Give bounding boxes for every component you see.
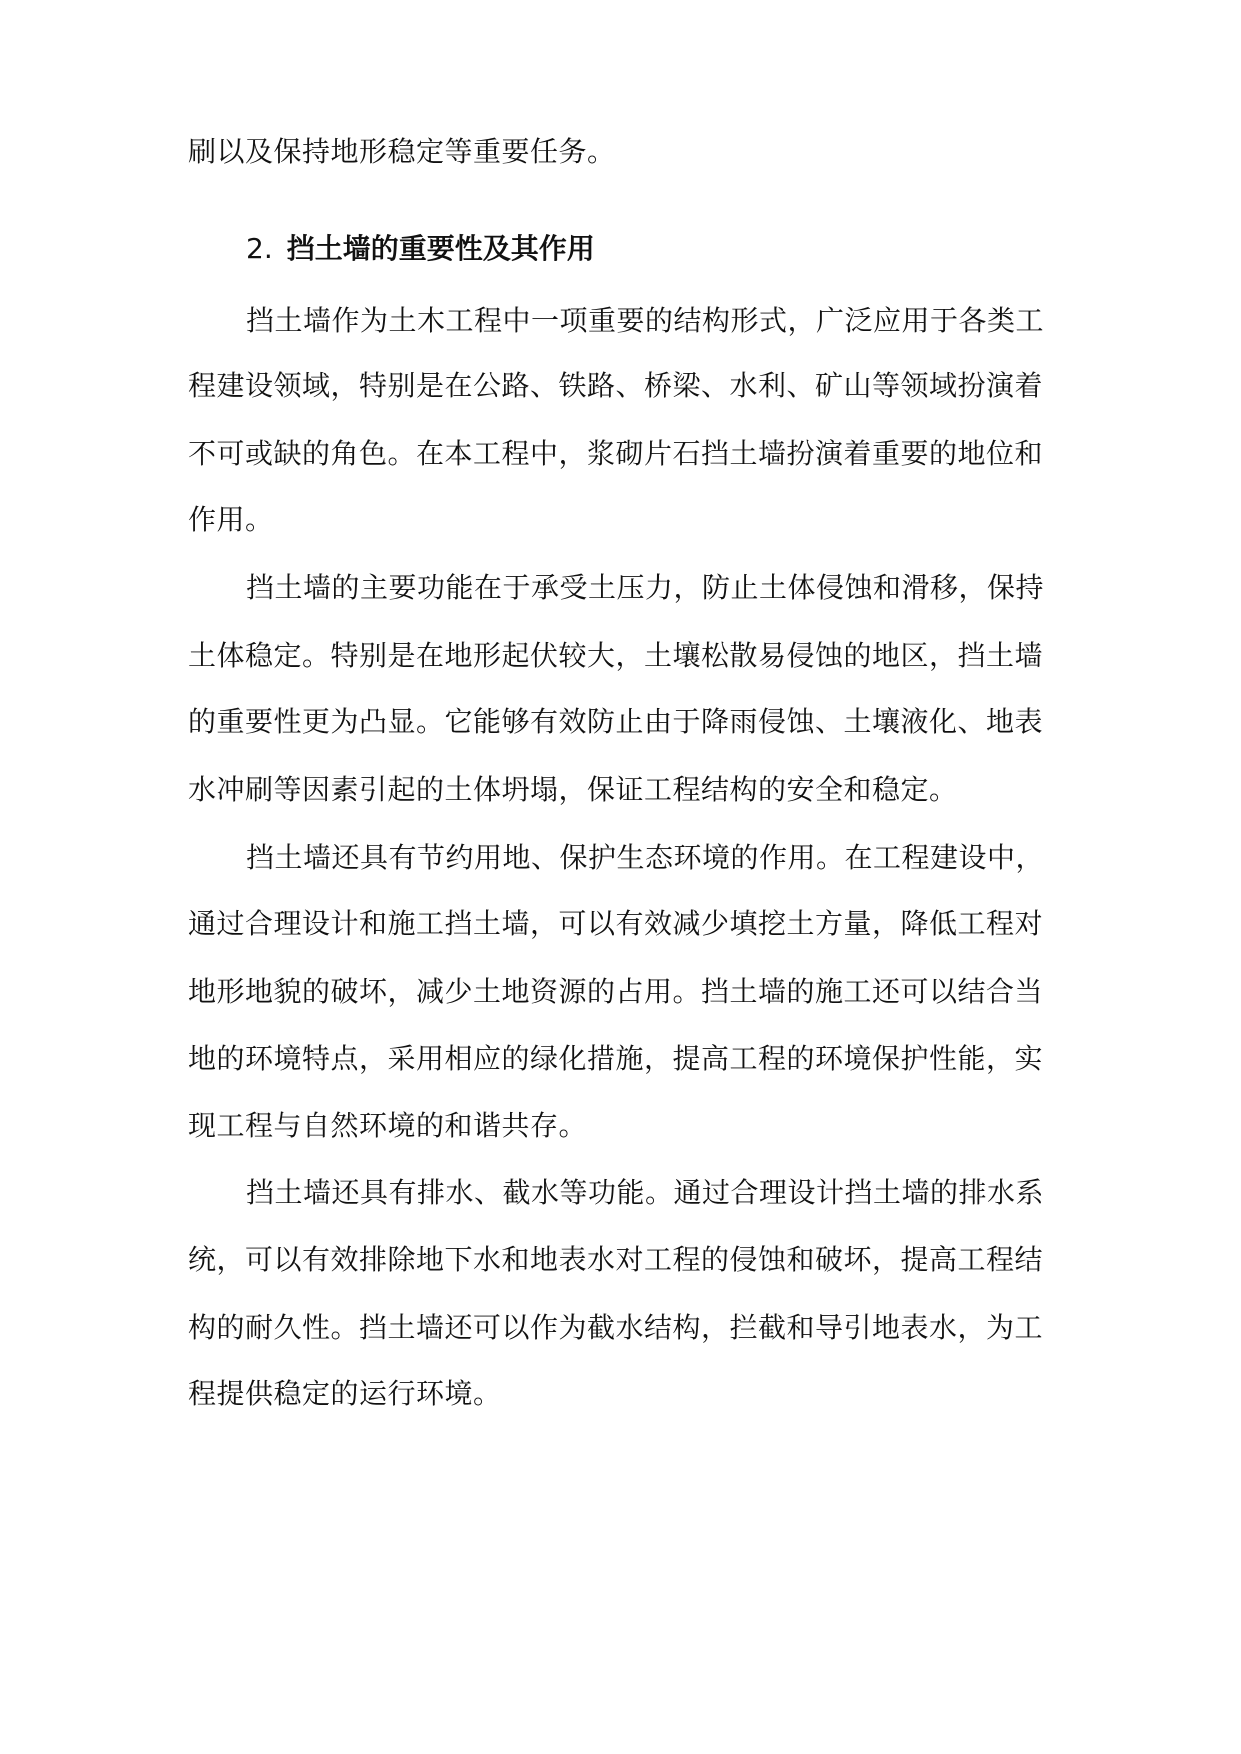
text-line: 不可或缺的角色。在本工程中，浆砌片石挡土墙扮演着重要的地位和 — [188, 437, 1044, 470]
text-line: 水冲刷等因素引起的土体坍塌，保证工程结构的安全和稳定。 — [188, 773, 958, 806]
paragraph-first-line: 挡土墙作为土木工程中一项重要的结构形式，广泛应用于各类工 — [246, 304, 1045, 337]
text-line: 土体稳定。特别是在地形起伏较大，土壤松散易侵蚀的地区，挡土墙 — [188, 639, 1044, 672]
text-line: 现工程与自然环境的和谐共存。 — [188, 1109, 588, 1142]
paragraph-first-line: 挡土墙的主要功能在于承受土压力，防止土体侵蚀和滑移，保持 — [246, 571, 1045, 604]
text-line: 通过合理设计和施工挡土墙，可以有效减少填挖土方量，降低工程对 — [188, 907, 1044, 940]
section-number: 2. — [246, 232, 273, 265]
paragraph-first-line: 挡土墙还具有排水、截水等功能。通过合理设计挡土墙的排水系 — [246, 1176, 1045, 1209]
section-heading — [246, 229, 1068, 269]
text-line: 地形地貌的破坏，减少土地资源的占用。挡土墙的施工还可以结合当 — [188, 975, 1044, 1008]
text-line: 的重要性更为凸显。它能够有效防止由于降雨侵蚀、土壤液化、地表 — [188, 705, 1044, 738]
text-line: 地的环境特点，采用相应的绿化措施，提高工程的环境保护性能，实 — [188, 1042, 1044, 1075]
section-title: 挡土墙的重要性及其作用 — [286, 232, 595, 265]
text-line: 统，可以有效排除地下水和地表水对工程的侵蚀和破坏，提高工程结 — [188, 1243, 1044, 1276]
text-line: 构的耐久性。挡土墙还可以作为截水结构，拦截和导引地表水，为工 — [188, 1311, 1044, 1344]
text-line: 作用。 — [188, 503, 274, 536]
paragraph-first-line: 挡土墙还具有节约用地、保护生态环境的作用。在工程建设中， — [246, 841, 1045, 874]
text-line: 程建设领域，特别是在公路、铁路、桥梁、水利、矿山等领域扮演着 — [188, 369, 1044, 402]
text-line: 程提供稳定的运行环境。 — [188, 1377, 502, 1410]
text-line: 刷以及保持地形稳定等重要任务。 — [188, 135, 616, 168]
